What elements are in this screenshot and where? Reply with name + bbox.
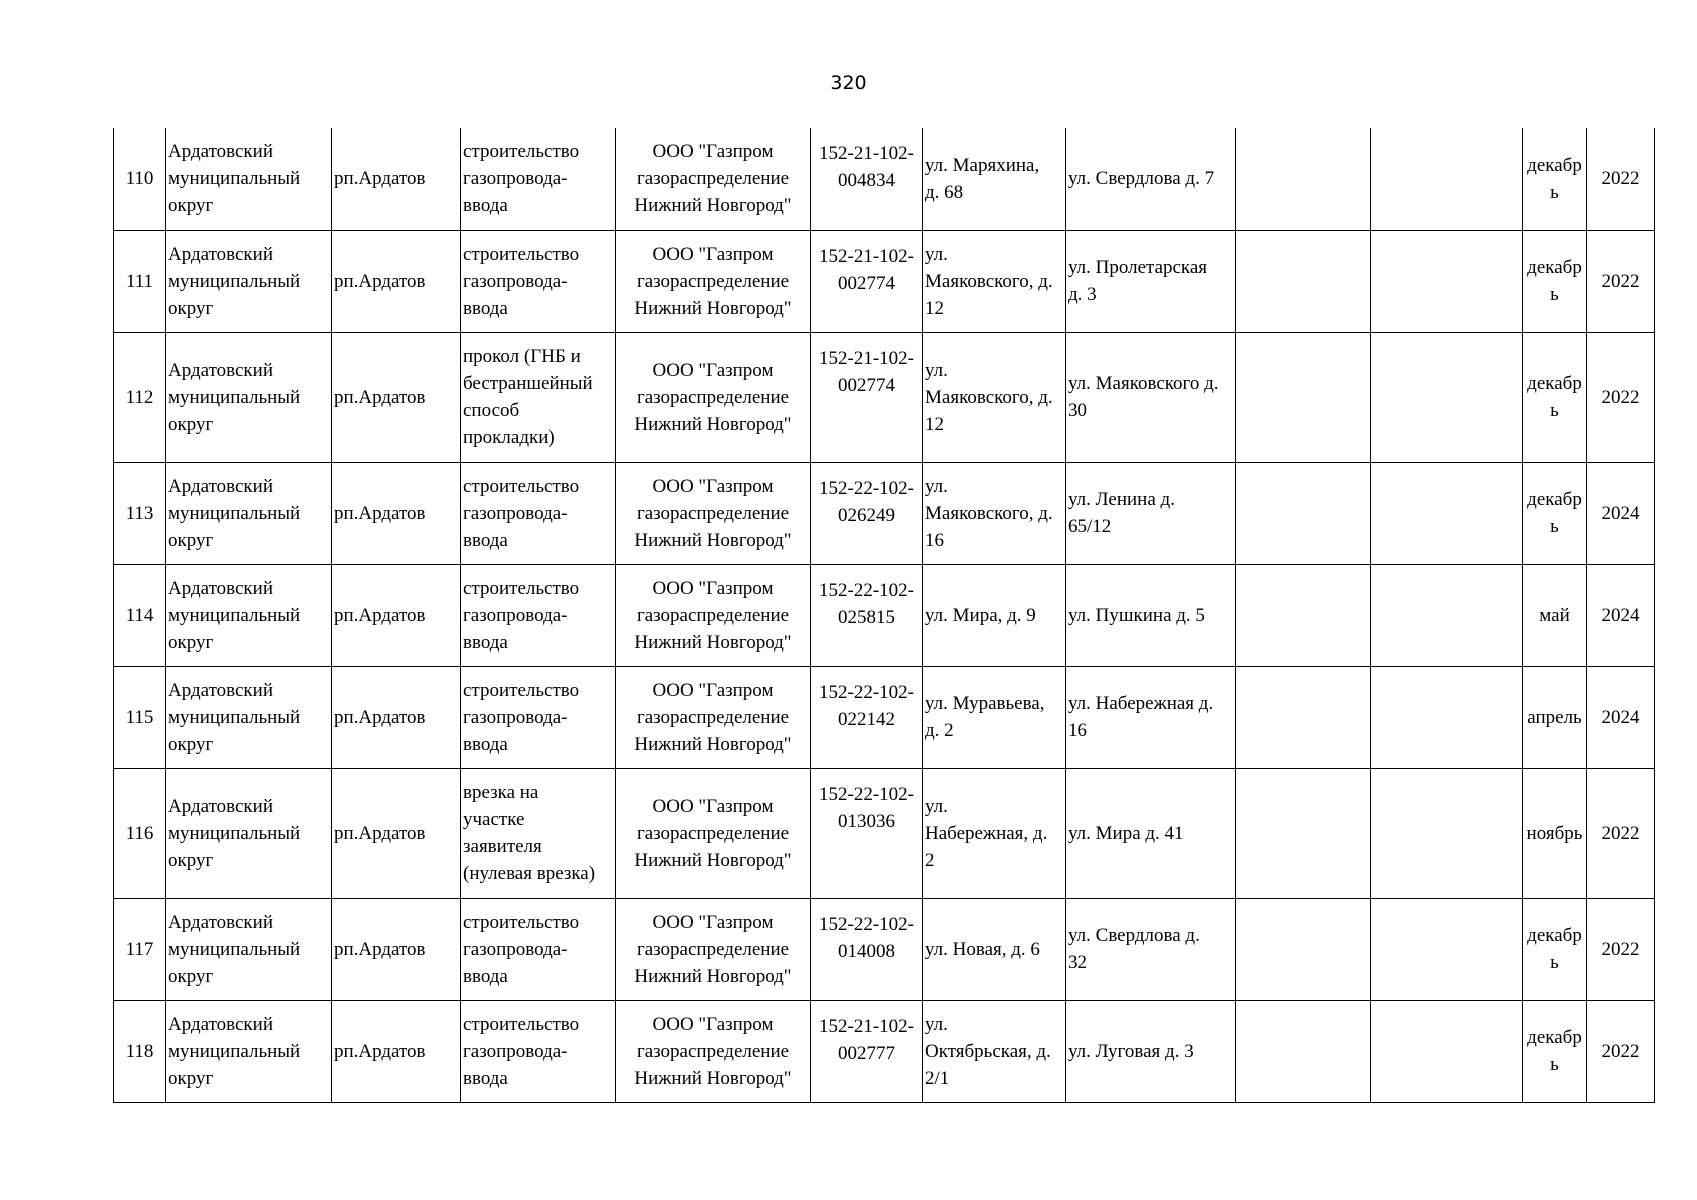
work-type-cell: строительство газопровода- ввода <box>461 1000 616 1102</box>
permit-code-cell: 152-22-102- 022142 <box>811 666 923 768</box>
address-from-cell: ул. Октябрьская, д. 2/1 <box>923 1000 1066 1102</box>
district-cell: Ардатовский муниципальный округ <box>166 332 332 462</box>
address-to-cell: ул. Луговая д. 3 <box>1066 1000 1236 1102</box>
district-cell: Ардатовский муниципальный округ <box>166 462 332 564</box>
table-row <box>114 768 1655 898</box>
year-cell: 2024 <box>1587 666 1655 768</box>
row-number: 110 <box>114 128 166 230</box>
month-cell: декабр ь <box>1523 230 1587 332</box>
organization-cell: ООО "Газпром газораспределение Нижний Новгород" <box>616 1000 811 1102</box>
year-cell: 2022 <box>1587 1000 1655 1102</box>
organization-cell: ООО "Газпром газораспределение Нижний Новгород" <box>616 128 811 230</box>
month-cell: май <box>1523 564 1587 666</box>
settlement-cell: рп.Ардатов <box>332 1000 461 1102</box>
organization-cell: ООО "Газпром газораспределение Нижний Новгород" <box>616 462 811 564</box>
year-cell: 2022 <box>1587 768 1655 898</box>
row-number: 114 <box>114 564 166 666</box>
work-type-cell: строительство газопровода- ввода <box>461 128 616 230</box>
address-to-cell: ул. Мира д. 41 <box>1066 768 1236 898</box>
year-cell: 2022 <box>1587 332 1655 462</box>
empty-cell <box>1371 230 1523 332</box>
permit-code-cell: 152-22-102- 013036 <box>811 768 923 898</box>
empty-cell <box>1371 898 1523 1000</box>
empty-cell <box>1236 564 1371 666</box>
empty-cell <box>1371 768 1523 898</box>
empty-cell <box>1236 768 1371 898</box>
address-to-cell: ул. Свердлова д. 32 <box>1066 898 1236 1000</box>
row-number: 111 <box>114 230 166 332</box>
organization-cell: ООО "Газпром газораспределение Нижний Новгород" <box>616 230 811 332</box>
work-type-cell: строительство газопровода- ввода <box>461 462 616 564</box>
address-from-cell: ул. Набережная, д. 2 <box>923 768 1066 898</box>
year-cell: 2024 <box>1587 462 1655 564</box>
row-number: 115 <box>114 666 166 768</box>
empty-cell <box>1371 332 1523 462</box>
empty-cell <box>1371 1000 1523 1102</box>
empty-cell <box>1236 462 1371 564</box>
empty-cell <box>1236 128 1371 230</box>
month-cell: декабр ь <box>1523 128 1587 230</box>
settlement-cell: рп.Ардатов <box>332 666 461 768</box>
district-cell: Ардатовский муниципальный округ <box>166 230 332 332</box>
permit-code-cell: 152-21-102- 004834 <box>811 128 923 230</box>
year-cell: 2024 <box>1587 564 1655 666</box>
organization-cell: ООО "Газпром газораспределение Нижний Новгород" <box>616 666 811 768</box>
district-cell: Ардатовский муниципальный округ <box>166 768 332 898</box>
address-from-cell: ул. Новая, д. 6 <box>923 898 1066 1000</box>
empty-cell <box>1236 230 1371 332</box>
work-type-cell: строительство газопровода- ввода <box>461 230 616 332</box>
row-number: 117 <box>114 898 166 1000</box>
address-to-cell: ул. Пушкина д. 5 <box>1066 564 1236 666</box>
table-row <box>114 332 1655 462</box>
table-row <box>114 666 1655 768</box>
row-number: 113 <box>114 462 166 564</box>
settlement-cell: рп.Ардатов <box>332 230 461 332</box>
permit-code-cell: 152-21-102- 002777 <box>811 1000 923 1102</box>
row-number: 112 <box>114 332 166 462</box>
settlement-cell: рп.Ардатов <box>332 768 461 898</box>
permits-table <box>113 128 1655 1103</box>
organization-cell: ООО "Газпром газораспределение Нижний Новгород" <box>616 332 811 462</box>
month-cell: декабр ь <box>1523 462 1587 564</box>
table-row <box>114 462 1655 564</box>
district-cell: Ардатовский муниципальный округ <box>166 128 332 230</box>
empty-cell <box>1371 462 1523 564</box>
empty-cell <box>1236 332 1371 462</box>
work-type-cell: врезка на участке заявителя (нулевая врезка) <box>461 768 616 898</box>
settlement-cell: рп.Ардатов <box>332 462 461 564</box>
address-from-cell: ул. Маяковского, д. 16 <box>923 462 1066 564</box>
month-cell: апрель <box>1523 666 1587 768</box>
month-cell: декабр ь <box>1523 898 1587 1000</box>
settlement-cell: рп.Ардатов <box>332 128 461 230</box>
address-to-cell: ул. Набережная д. 16 <box>1066 666 1236 768</box>
permit-code-cell: 152-22-102- 025815 <box>811 564 923 666</box>
page-number: 320 <box>830 72 867 94</box>
empty-cell <box>1236 666 1371 768</box>
empty-cell <box>1371 564 1523 666</box>
organization-cell: ООО "Газпром газораспределение Нижний Новгород" <box>616 564 811 666</box>
month-cell: декабр ь <box>1523 1000 1587 1102</box>
table-row <box>114 230 1655 332</box>
empty-cell <box>1236 1000 1371 1102</box>
permit-code-cell: 152-21-102- 002774 <box>811 332 923 462</box>
address-to-cell: ул. Пролетарская д. 3 <box>1066 230 1236 332</box>
address-from-cell: ул. Муравьева, д. 2 <box>923 666 1066 768</box>
address-from-cell: ул. Маряхина, д. 68 <box>923 128 1066 230</box>
district-cell: Ардатовский муниципальный округ <box>166 564 332 666</box>
empty-cell <box>1371 128 1523 230</box>
year-cell: 2022 <box>1587 128 1655 230</box>
permit-code-cell: 152-22-102- 026249 <box>811 462 923 564</box>
address-from-cell: ул. Маяковского, д. 12 <box>923 230 1066 332</box>
empty-cell <box>1236 898 1371 1000</box>
address-to-cell: ул. Маяковского д. 30 <box>1066 332 1236 462</box>
organization-cell: ООО "Газпром газораспределение Нижний Новгород" <box>616 768 811 898</box>
address-to-cell: ул. Свердлова д. 7 <box>1066 128 1236 230</box>
district-cell: Ардатовский муниципальный округ <box>166 1000 332 1102</box>
work-type-cell: строительство газопровода- ввода <box>461 564 616 666</box>
district-cell: Ардатовский муниципальный округ <box>166 898 332 1000</box>
organization-cell: ООО "Газпром газораспределение Нижний Новгород" <box>616 898 811 1000</box>
year-cell: 2022 <box>1587 898 1655 1000</box>
month-cell: декабр ь <box>1523 332 1587 462</box>
table-row <box>114 898 1655 1000</box>
permit-code-cell: 152-22-102- 014008 <box>811 898 923 1000</box>
address-to-cell: ул. Ленина д. 65/12 <box>1066 462 1236 564</box>
work-type-cell: прокол (ГНБ и бестраншейный способ прокладки) <box>461 332 616 462</box>
row-number: 116 <box>114 768 166 898</box>
settlement-cell: рп.Ардатов <box>332 564 461 666</box>
settlement-cell: рп.Ардатов <box>332 898 461 1000</box>
work-type-cell: строительство газопровода- ввода <box>461 898 616 1000</box>
table-row <box>114 1000 1655 1102</box>
table-row <box>114 564 1655 666</box>
year-cell: 2022 <box>1587 230 1655 332</box>
month-cell: ноябрь <box>1523 768 1587 898</box>
work-type-cell: строительство газопровода- ввода <box>461 666 616 768</box>
address-from-cell: ул. Маяковского, д. 12 <box>923 332 1066 462</box>
permit-code-cell: 152-21-102- 002774 <box>811 230 923 332</box>
settlement-cell: рп.Ардатов <box>332 332 461 462</box>
address-from-cell: ул. Мира, д. 9 <box>923 564 1066 666</box>
row-number: 118 <box>114 1000 166 1102</box>
district-cell: Ардатовский муниципальный округ <box>166 666 332 768</box>
empty-cell <box>1371 666 1523 768</box>
table-row <box>114 128 1655 230</box>
